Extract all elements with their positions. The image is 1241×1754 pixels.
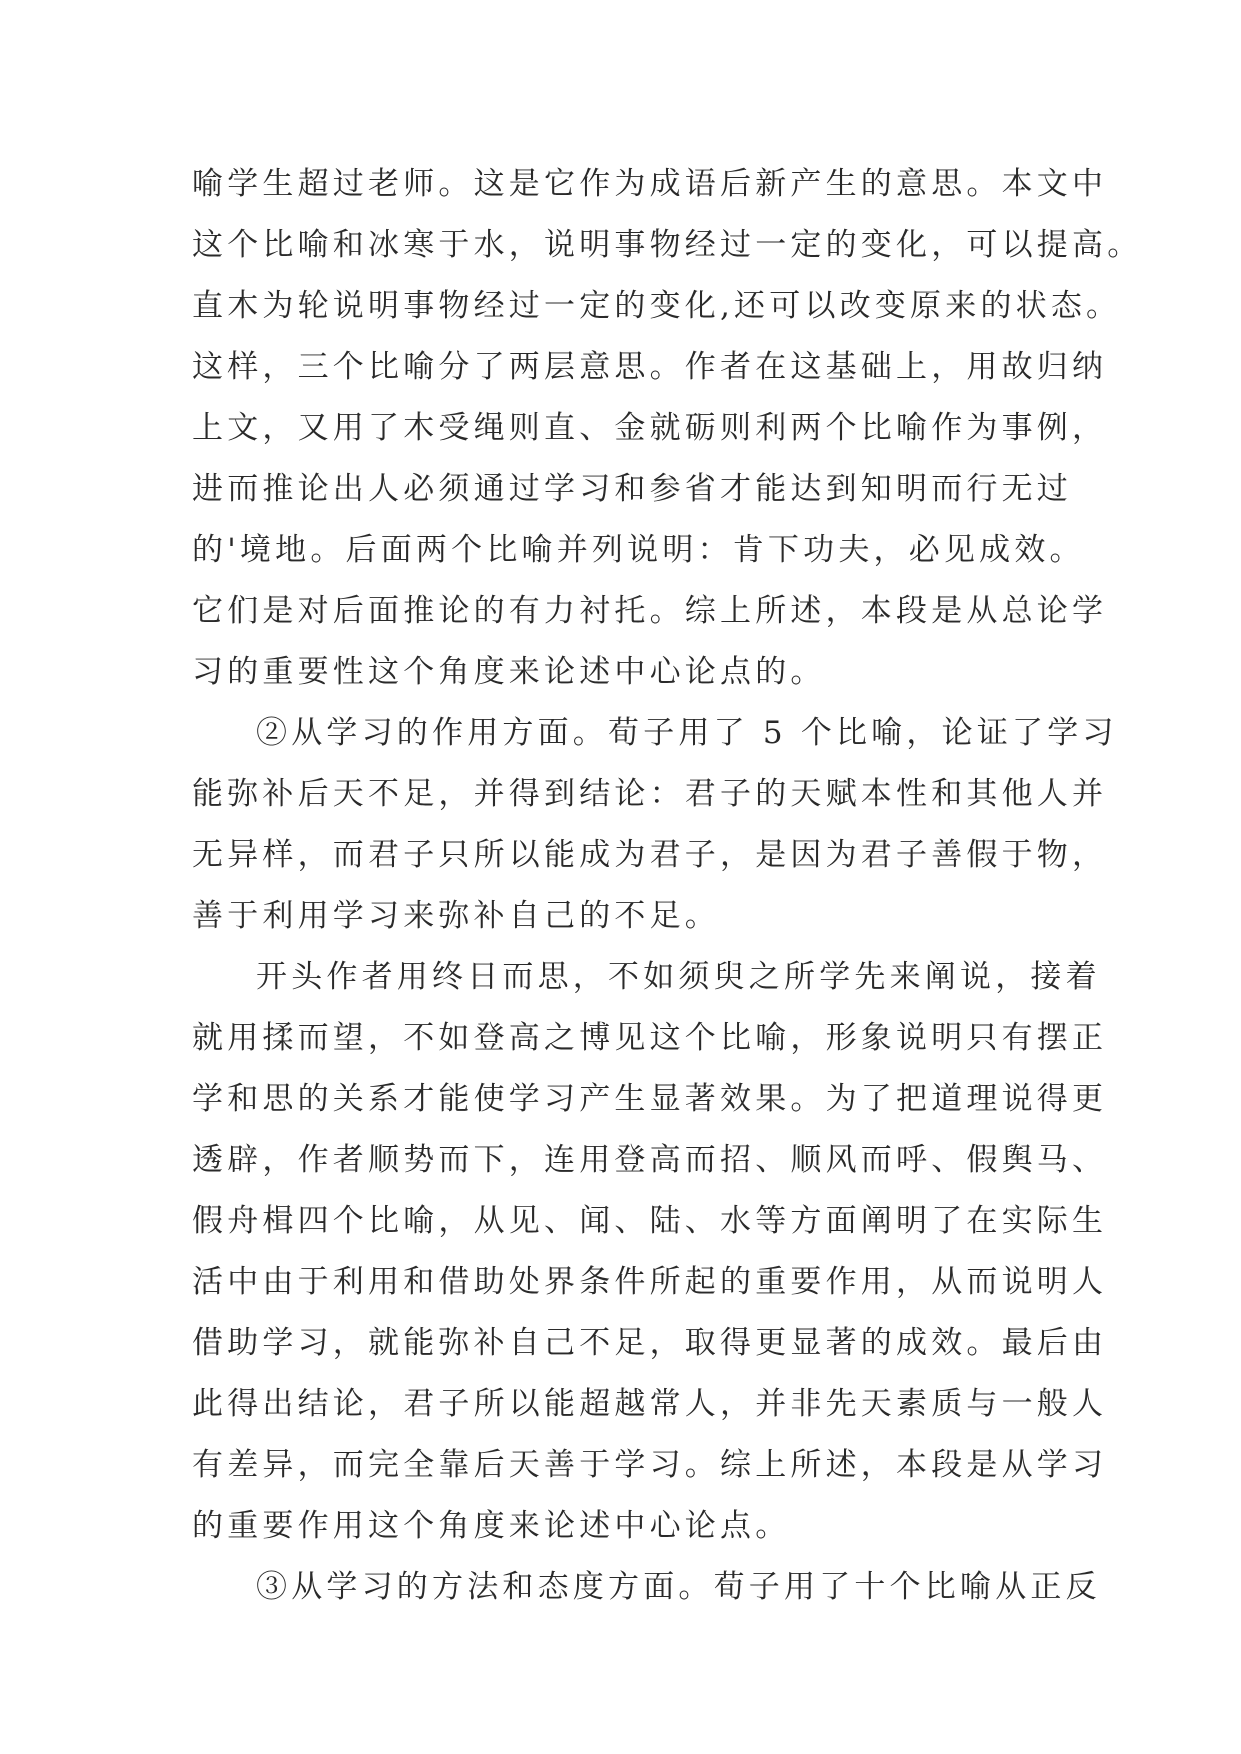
text-line: 习的重要性这个角度来论述中心论点的。 xyxy=(192,654,826,690)
text-line: 它们是对后面推论的有力衬托。综上所述，本段是从总论学 xyxy=(192,593,1108,629)
text-line: 进而推论出人必须通过学习和参省才能达到知明而行无过 xyxy=(192,471,1072,507)
text-line: 学和思的关系才能使学习产生显著效果。为了把道理说得更 xyxy=(192,1081,1108,1117)
text-line: 能弥补后天不足，并得到结论：君子的天赋本性和其他人并 xyxy=(192,776,1108,812)
text-line: 这个比喻和冰寒于水，说明事物经过一定的变化，可以提高。 xyxy=(192,227,1143,263)
text-line: 无异样，而君子只所以能成为君子，是因为君子善假于物， xyxy=(192,837,1108,873)
text-line: 的重要作用这个角度来论述中心论点。 xyxy=(192,1508,791,1544)
document-body xyxy=(192,154,1143,1618)
text-line: 透辟，作者顺势而下，连用登高而招、顺风而呼、假舆马、 xyxy=(192,1142,1108,1178)
text-line: 有差异，而完全靠后天善于学习。综上所述，本段是从学习 xyxy=(192,1447,1108,1483)
text-line: 假舟楫四个比喻，从见、闻、陆、水等方面阐明了在实际生 xyxy=(192,1203,1108,1239)
text-line: 此得出结论，君子所以能超越常人，并非先天素质与一般人 xyxy=(192,1386,1108,1422)
text-line: 就用揉而望，不如登高之博见这个比喻，形象说明只有摆正 xyxy=(192,1020,1108,1056)
text-line: 喻学生超过老师。这是它作为成语后新产生的意思。本文中 xyxy=(192,166,1108,202)
text-line: 活中由于利用和借助处界条件所起的重要作用，从而说明人 xyxy=(192,1264,1108,1300)
text-line: ②从学习的作用方面。荀子用了 5 个比喻，论证了学习 xyxy=(256,715,1118,751)
text-line: ③从学习的方法和态度方面。荀子用了十个比喻从正反 xyxy=(256,1569,1101,1605)
text-line: 善于利用学习来弥补自己的不足。 xyxy=(192,898,720,934)
text-line: 直木为轮说明事物经过一定的变化,还可以改变原来的状态。 xyxy=(192,288,1122,324)
text-line: 开头作者用终日而思，不如须臾之所学先来阐说，接着 xyxy=(256,959,1101,995)
text-line: 这样，三个比喻分了两层意思。作者在这基础上，用故归纳 xyxy=(192,349,1108,385)
text-line: 借助学习，就能弥补自己不足，取得更显著的成效。最后由 xyxy=(192,1325,1108,1361)
text-line: 上文，又用了木受绳则直、金就砺则利两个比喻作为事例， xyxy=(192,410,1108,446)
text-line: 的'境地。后面两个比喻并列说明：肯下功夫，必见成效。 xyxy=(192,532,1085,568)
